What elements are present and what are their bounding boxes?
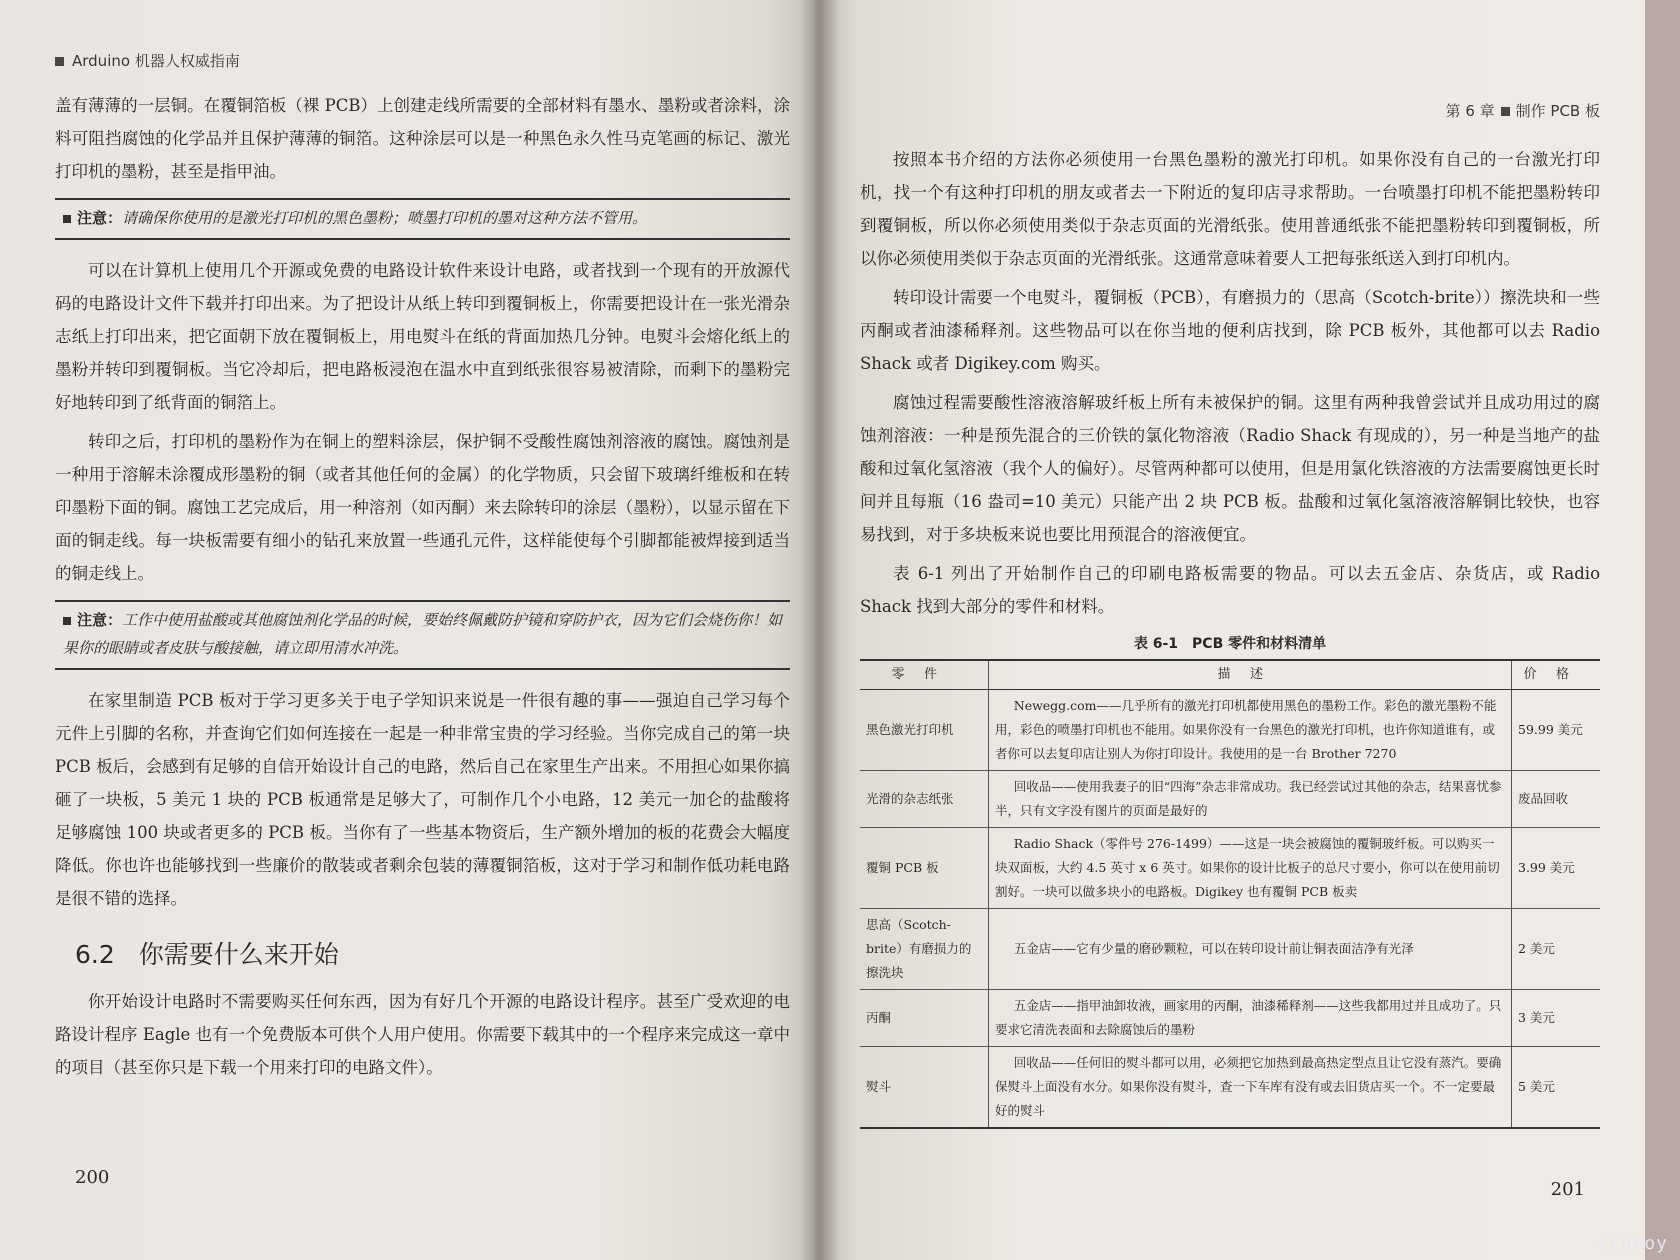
right-running-head <box>860 100 1600 121</box>
table-row <box>860 990 1600 1047</box>
cell-price: 废品回收 <box>1512 771 1601 828</box>
header-price: 价格 <box>1512 660 1601 690</box>
parts-table <box>860 659 1600 1129</box>
right-page <box>815 0 1645 1260</box>
paragraph: 转印之后，打印机的墨粉作为在铜上的塑料涂层，保护铜不受酸性腐蚀剂溶液的腐蚀。腐蚀剂是一种用于溶解未涂覆成形墨粉的铜（或者其他任何的金属）的化学物质，只会留下玻璃纤维板和在转印墨粉下面的铜。腐蚀工艺完成后，用一种溶剂（如丙酮）来去除转印的涂层（墨粉），以显示留在下面的铜走线。每一块板需要有细小的钻孔来放置一些通孔元件，这样能使每个引脚都能被焊接到适当的铜走线上。 <box>55 432 790 583</box>
note-box <box>55 198 790 240</box>
note-box <box>55 600 790 670</box>
left-running-head <box>55 50 790 71</box>
cell-part: 黑色激光打印机 <box>860 690 989 771</box>
cell-part: 思高（Scotch-brite）有磨损力的擦洗块 <box>860 909 989 990</box>
paragraph: 表 6-1 列出了开始制作自己的印刷电路板需要的物品。可以去五金店、杂货店，或 Radio Shack 找到大部分的零件和材料。 <box>860 564 1600 616</box>
cell-price: 5 美元 <box>1512 1047 1601 1129</box>
table-row <box>860 828 1600 909</box>
section-heading <box>75 935 790 971</box>
paragraph: 按照本书介绍的方法你必须使用一台黑色墨粉的激光打印机。如果你没有自己的一台激光打印机，找一个有这种打印机的朋友或者去一下附近的复印店寻求帮助。一台喷墨打印机不能把墨粉转印到覆铜板，所以你必须使用类似于杂志页面的光滑纸张。使用普通纸张不能把墨粉转印到覆铜板，所以你必须使用类似于杂志页面的光滑纸张。这通常意味着要人工把每张纸送入到打印机内。 <box>860 150 1600 268</box>
paragraph: 可以在计算机上使用几个开源或免费的电路设计软件来设计电路，或者找到一个现有的开放源代码的电路设计文件下载并打印出来。为了把设计从纸上转印到覆铜板上，你需要把设计在一张光滑杂志纸上打印出来，把它面朝下放在覆铜板上，用电熨斗在纸的背面加热几分钟。电熨斗会熔化纸上的墨粉并转印到覆铜板。当它冷却后，把电路板浸泡在温水中直到纸张很容易被清除，而剩下的墨粉完好地转印到了纸背面的铜箔上。 <box>55 261 790 412</box>
paragraph: 盖有薄薄的一层铜。在覆铜箔板（裸 PCB）上创建走线所需要的全部材料有墨水、墨粉或者涂料，涂料可阻挡腐蚀的化学品并且保护薄薄的铜箔。这种涂层可以是一种黑色永久性马克笔画的标记、激光打印机的墨粉，甚至是指甲油。 <box>55 96 790 181</box>
book-title: Arduino 机器人权威指南 <box>72 52 240 70</box>
cell-price: 59.99 美元 <box>1512 690 1601 771</box>
header-part: 零件 <box>860 660 989 690</box>
cell-price: 2 美元 <box>1512 909 1601 990</box>
cell-desc: 五金店——它有少量的磨砂颗粒，可以在转印设计前让铜表面洁净有光泽 <box>989 909 1512 990</box>
table-row <box>860 1047 1600 1129</box>
book-gutter <box>800 0 840 1260</box>
square-bullet-icon <box>55 57 64 66</box>
page-number-right: 201 <box>1550 1179 1585 1200</box>
cell-desc: 回收品——任何旧的熨斗都可以用，必须把它加热到最高热定型点且让它没有蒸汽。要确保熨斗上面没有水分。如果你没有熨斗，查一下车库有没有或去旧货店买一个。不一定要最好的熨斗 <box>989 1047 1512 1129</box>
table-row <box>860 690 1600 771</box>
paragraph: 你开始设计电路时不需要购买任何东西，因为有好几个开源的电路设计程序。甚至广受欢迎的电路设计程序 Eagle 也有一个免费版本可供个人用户使用。你需要下载其中的一个程序来完成这一章中的项目（甚至你只是下载一个用来打印的电路文件）。 <box>55 992 790 1077</box>
table-row <box>860 771 1600 828</box>
paragraph: 在家里制造 PCB 板对于学习更多关于电子学知识来说是一件很有趣的事——强迫自己学习每个元件上引脚的名称，并查询它们如何连接在一起是一种非常宝贵的学习经验。当你完成自己的第一块 PCB 板后，会感到有足够的自信开始设计自己的电路，然后自己在家里生产出来。不用担心如果你搞砸了一块板，5 美元 1 块的 PCB 板通常是足够大了，可制作几个小电路，12 美元一加仑的盐酸将足够腐蚀 100 块或者更多的 PCB 板。当你有了一些基本物资后，生产额外增加的板的花费会大幅度降低。你也许也能够找到一些廉价的散装或者剩余包装的薄覆铜箔板，这对于学习和制作低功耗电路是很不错的选择。 <box>55 691 790 908</box>
section-title: 你需要什么来开始 <box>138 940 339 969</box>
table-row <box>860 909 1600 990</box>
chapter-label: 第 6 章 <box>1445 102 1495 120</box>
table-caption: 表 6-1 PCB 零件和材料清单 <box>1133 636 1327 652</box>
cell-price: 3.99 美元 <box>1512 828 1601 909</box>
paragraph: 转印设计需要一个电熨斗，覆铜板（PCB），有磨损力的（思高（Scotch-brite））擦洗块和一些丙酮或者油漆稀释剂。这些物品可以在你当地的便利店找到，除 PCB 板外，其他都可以去 Radio Shack 或者 Digikey.com 购买。 <box>860 288 1600 373</box>
watermark: cruboy <box>1596 1233 1668 1254</box>
cell-desc: 五金店——指甲油卸妆液，画家用的丙酮，油漆稀释剂——这些我都用过并且成功了。只要求它清洗表面和去除腐蚀后的墨粉 <box>989 990 1512 1047</box>
table-header-row <box>860 660 1600 690</box>
header-desc: 描述 <box>989 660 1512 690</box>
square-bullet-icon <box>1501 107 1510 116</box>
note-label: 注意： <box>63 209 122 227</box>
cell-desc: Radio Shack（零件号 276-1499）——这是一块会被腐蚀的覆铜玻纤板。可以购买一块双面板，大约 4.5 英寸 x 6 英寸。如果你的设计比板子的总尺寸要小，你可以在使用前切割好。一块可以做多块小的电路板。Digikey 也有覆铜 PCB 板卖 <box>989 828 1512 909</box>
cell-part: 丙酮 <box>860 990 989 1047</box>
note-text: 工作中使用盐酸或其他腐蚀剂化学品的时候，要始终佩戴防护镜和穿防护衣，因为它们会烧伤你！如果你的眼睛或者皮肤与酸接触，请立即用清水冲洗。 <box>63 611 783 657</box>
cell-part: 覆铜 PCB 板 <box>860 828 989 909</box>
cell-desc: Newegg.com——几乎所有的激光打印机都使用黑色的墨粉工作。彩色的激光墨粉不能用，彩色的喷墨打印机也不能用。如果你没有一台黑色的激光打印机，也许你知道谁有，或者你可以去复印店让别人为你打印设计。我使用的是一台 Brother 7270 <box>989 690 1512 771</box>
cell-part: 熨斗 <box>860 1047 989 1129</box>
chapter-title: 制作 PCB 板 <box>1515 102 1600 120</box>
paragraph: 腐蚀过程需要酸性溶液溶解玻纤板上所有未被保护的铜。这里有两种我曾尝试并且成功用过的腐蚀剂溶液：一种是预先混合的三价铁的氯化物溶液（Radio Shack 有现成的），另一种是当地产的盐酸和过氧化氢溶液（我个人的偏好）。尽管两种都可以使用，但是用氯化铁溶液的方法需要腐蚀更长时间并且每瓶（16 盎司=10 美元）只能产出 2 块 PCB 板。盐酸和过氧化氢溶液溶解铜比较快，也容易找到，对于多块板来说也要比用预混合的溶液便宜。 <box>860 393 1600 544</box>
cell-price: 3 美元 <box>1512 990 1601 1047</box>
note-label: 注意： <box>63 611 122 629</box>
cell-part: 光滑的杂志纸张 <box>860 771 989 828</box>
cell-desc: 回收品——使用我妻子的旧“四海”杂志非常成功。我已经尝试过其他的杂志，结果喜忧参半，只有文字没有图片的页面是最好的 <box>989 771 1512 828</box>
note-text: 请确保你使用的是激光打印机的黑色墨粉；喷墨打印机的墨对这种方法不管用。 <box>122 209 648 227</box>
left-page <box>0 0 830 1260</box>
section-number: 6.2 <box>75 940 115 969</box>
page-number-left: 200 <box>75 1167 110 1188</box>
